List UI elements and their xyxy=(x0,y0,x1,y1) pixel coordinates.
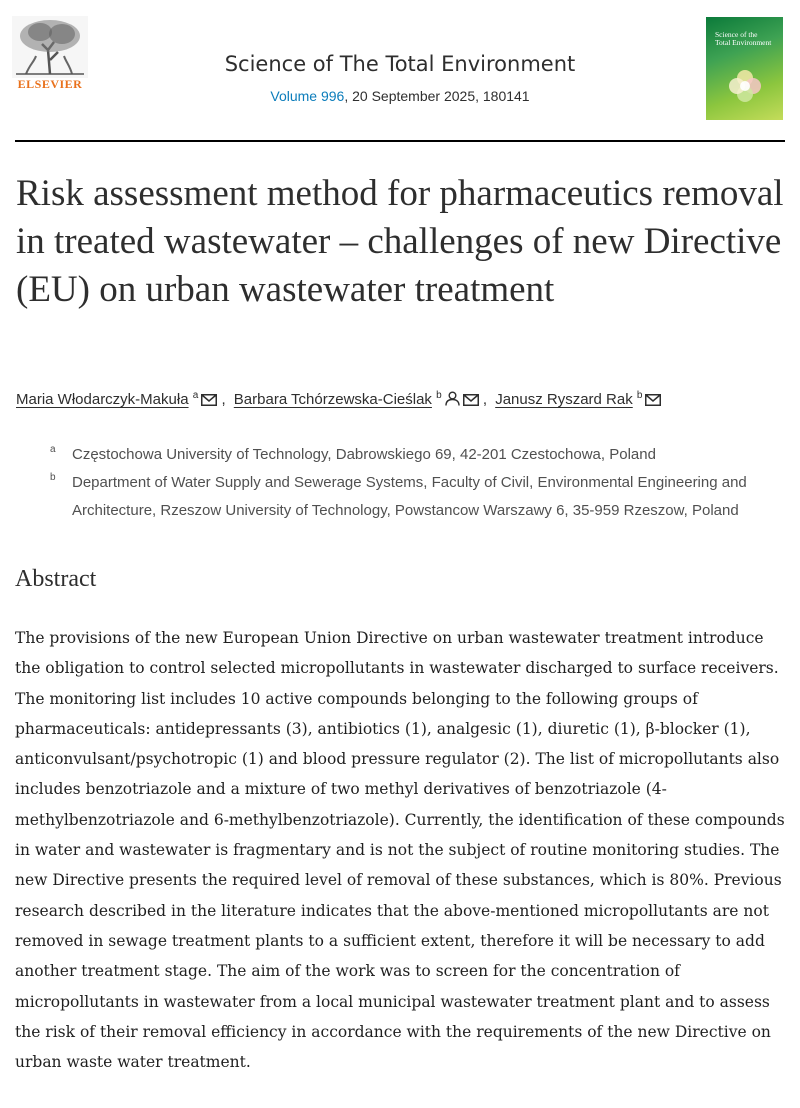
mail-icon[interactable] xyxy=(201,394,217,406)
header-divider xyxy=(15,140,785,142)
affiliation-list xyxy=(50,441,780,525)
affiliation-text: Department of Water Supply and Sewerage Systems, Faculty of Civil, Environmental Engineering and Architecture, Rzeszow University of Technology, Powstancow Warszawy 6, 35-959 Rzeszow, Poland xyxy=(72,474,747,519)
author-name[interactable]: Maria Włodarczyk-Makuła xyxy=(16,391,189,408)
person-icon[interactable] xyxy=(445,391,460,406)
affiliation-label: b xyxy=(50,472,56,483)
publisher-name: ELSEVIER xyxy=(17,77,83,91)
cover-flower-graphic xyxy=(728,69,762,103)
citation xyxy=(150,88,650,104)
author-3[interactable] xyxy=(495,391,661,408)
author-2[interactable] xyxy=(234,391,483,408)
affiliation-marker: a xyxy=(192,390,199,401)
affiliation-item xyxy=(50,469,780,525)
author-1[interactable] xyxy=(16,391,221,408)
author-name[interactable]: Janusz Ryszard Rak xyxy=(495,391,633,408)
affiliation-label: a xyxy=(50,444,56,455)
cover-title: Science of the Total Environment xyxy=(715,30,772,47)
abstract-heading: Abstract xyxy=(15,566,97,592)
citation-details: , 20 September 2025, 180141 xyxy=(344,88,530,104)
author-separator: , xyxy=(221,391,226,408)
volume-link[interactable]: Volume 996 xyxy=(270,88,345,104)
affiliation-marker: b xyxy=(636,390,643,401)
mail-icon[interactable] xyxy=(645,394,661,406)
affiliation-item xyxy=(50,441,780,469)
journal-cover-image[interactable] xyxy=(706,17,783,120)
abstract-text: The provisions of the new European Union Directive on urban wastewater treatment introduce the obligation to control selected micropollutants in wastewater discharged to surface receivers. The monitoring list includes 10 active compounds belonging to the following groups of pharmaceuticals: antidepressants (3), antibiotics (1), analgesic (1), diuretic (1), β-blocker (1), anticonvulsant/psychotropic (1) and blood pressure regulator (2). The list of micropollutants also includes benzotriazole and a mixture of two methyl derivatives of benzotriazole (4-methylbenzotriazole and 6-methylbenzotriazole). Currently, the identification of these compounds in water and wastewater is fragmentary and is not the subject of routine monitoring studies. The new Directive presents the required level of removal of these substances, which is 80%. Previous research described in the literature indicates that the above-mentioned micropollutants are not removed in sewage treatment plants to a sufficient extent, therefore it will be necessary to add another treatment stage. The aim of the work was to screen for the concentration of micropollutants in wastewater from a local municipal wastewater treatment plant and to assess the risk of their removal efficiency in accordance with the requirements of the new Directive on urban waste water treatment. xyxy=(15,629,785,1072)
affiliation-text: Częstochowa University of Technology, Dabrowskiego 69, 42-201 Czestochowa, Poland xyxy=(72,446,656,463)
author-list xyxy=(16,390,786,408)
affiliation-marker: b xyxy=(436,390,442,401)
journal-title[interactable]: Science of The Total Environment xyxy=(224,52,576,76)
mail-icon[interactable] xyxy=(463,394,479,406)
article-title: Risk assessment method for pharmaceutics removal in treated wastewater – challenges of new Directive (EU) on urban wastewater treatment xyxy=(16,173,784,310)
author-name[interactable]: Barbara Tchórzewska-Cieślak xyxy=(233,391,432,408)
author-separator: , xyxy=(482,391,488,408)
journal-header xyxy=(0,0,800,140)
